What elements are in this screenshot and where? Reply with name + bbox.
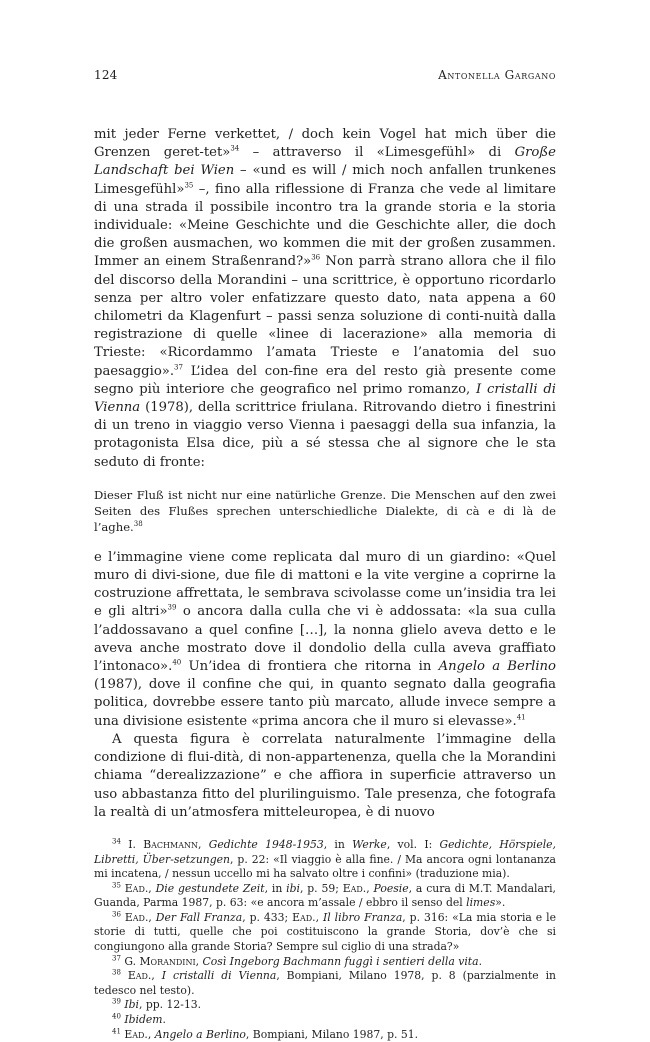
footnote-ref-39: 39 [167,604,177,613]
footnote-40: $^{40}$ Ibidem. [112,1012,166,1027]
footnote-34: $^{34}$ I. Bachmann, Gedichte 1948-1953, in Werke, vol. I: Gedichte, Hörspiele, Libretti, Über-setzungen, p. 22: «Il viaggio è alla fine. / Ma ancora ogni lontananza mi incatena, / nessun uccello mi ha salvato oltre i confini» (traduzione mia). [94,837,556,881]
footnotes [94,838,556,1042]
paragraph-1: mit jeder Ferne verkettet, / doch kein Vogel hat mich über die Grenzen geret-tet»$^{34}$ – attraverso il «Limesgefühl» di Große Landschaft bei Wien – «und es will / mich noch anfallen trunkenes Limesgefühl»$^{35}$ –, fino alla riflessione di Franza che vede al limitare di una strada il possibile incontro tra la grande storia e la storia individuale: «Meine Geschichte und die Geschichte aller, die doch die großen ausmachen, wo kommen die mit der großen zusammen. Immer an einem Straßenrand?»$^{36}$ Non parrà strano allora che il filo del discorso della Morandini – una scrittrice, è opportuno ricordarlo senza per altro voler enfatizzare questo dato, nata appena a 60 chilometri da Klagenfurt – passi senza soluzione di conti-nuità dalla registrazione di quelle «linee di lacerazione» alla memoria di Trieste: «Ricordammo l’amata Trieste e l’anatomia del suo paesaggio».$^{37}$ L’idea del con-fine era del resto già presente come segno più interiore che geografico nel primo romanzo, I cristalli di Vienna (1978), della scrittrice friulana. Ritrovando dietro i finestrini di un treno in viaggio verso Vienna i paesaggi della sua infanzia, la protagonista Elsa dice, più a sé stessa che al signore che le sta seduto di fronte: [94,127,556,470]
footnote-36: $^{36}$ Ead., Der Fall Franza, p. 433; Ead., Il libro Franza, p. 316: «La mia storia e le storie di tutti, quelle che poi costituiscono la grande Storia, dov’è che si congiungono alla grande Storia? Sempre sul ciglio di una strada?» [94,910,556,954]
running-author: Antonella Gargano [438,68,556,82]
page-number: 124 [94,68,118,82]
footnote-ref-37: 37 [174,363,183,372]
running-header [94,68,556,82]
footnote-ref-35: 35 [184,181,194,190]
footnote-ref-34: 34 [230,144,240,153]
footnote-38: $^{38}$ Ead., I cristalli di Vienna, Bompiani, Milano 1978, p. 8 (parzialmente in tedesco nel testo). [94,968,557,997]
footnote-ref-36: 36 [311,254,321,263]
footnote-ref-41: 41 [516,713,526,722]
paragraph-3: A questa figura è correlata naturalmente l’immagine della condizione di flui-dità, di non-appartenenza, quella che la Morandini chiama “derealizzazione” e che affiora in superficie attraverso un uso abbastanza fitto del plurilinguismo. Tale presenza, che fotografa la realtà di un’atmosfera mitteleuropea, è di nuovo [94,731,556,820]
block-quote: Dieser Fluß ist nicht nur eine natürliche Grenze. Die Menschen auf den zwei Seiten des Flußes sprechen unterschiedliche Dialekte, di cà e di là de l’aghe.$^{38}$ [94,487,556,534]
paragraph-2: e l’immagine viene come replicata dal muro di un giardino: «Quel muro di divi-sione, due file di mattoni e la vite vergine a coprirne la costruzione affrettata, le sembrava scivolasse come un’insidia tra lei e gli altri»$^{39}$ o ancora dalla culla che vi è addossata: «la sua culla l’addossavano a quel confine […], la nonna glielo aveva detto e le aveva anche mostrato dove il dondolio della culla aveva graffiato l’intonaco».$^{40}$ Un’idea di frontiera che ritorna in Angelo a Berlino (1987), dove il confine che qui, in quanto segnato dalla geografia politica, dovrebbe essere tanto più marcato, allude invece sempre a una divisione esistente «prima ancora che il muro si elevasse».$^{41}$ [94,549,556,729]
footnote-37: $^{37}$ G. Morandini, Così Ingeborg Bachmann fuggì i sentieri della vita. [112,954,483,968]
footnote-ref-40: 40 [172,658,182,667]
main-text [94,126,556,1042]
footnote-35: $^{35}$ Ead., Die gestundete Zeit, in ibi, p. 59; Ead., Poesie, a cura di M.T. Mandalari, Guanda, Parma 1987, p. 63: «e ancora m’assale / ebbro il senso del limes». [94,881,556,910]
footnote-ref-38: 38 [133,520,143,528]
footnote-39: $^{39}$ Ibi, pp. 12-13. [112,997,202,1012]
footnote-41: $^{41}$ Ead., Angelo a Berlino, Bompiani, Milano 1987, p. 51. [112,1027,419,1041]
